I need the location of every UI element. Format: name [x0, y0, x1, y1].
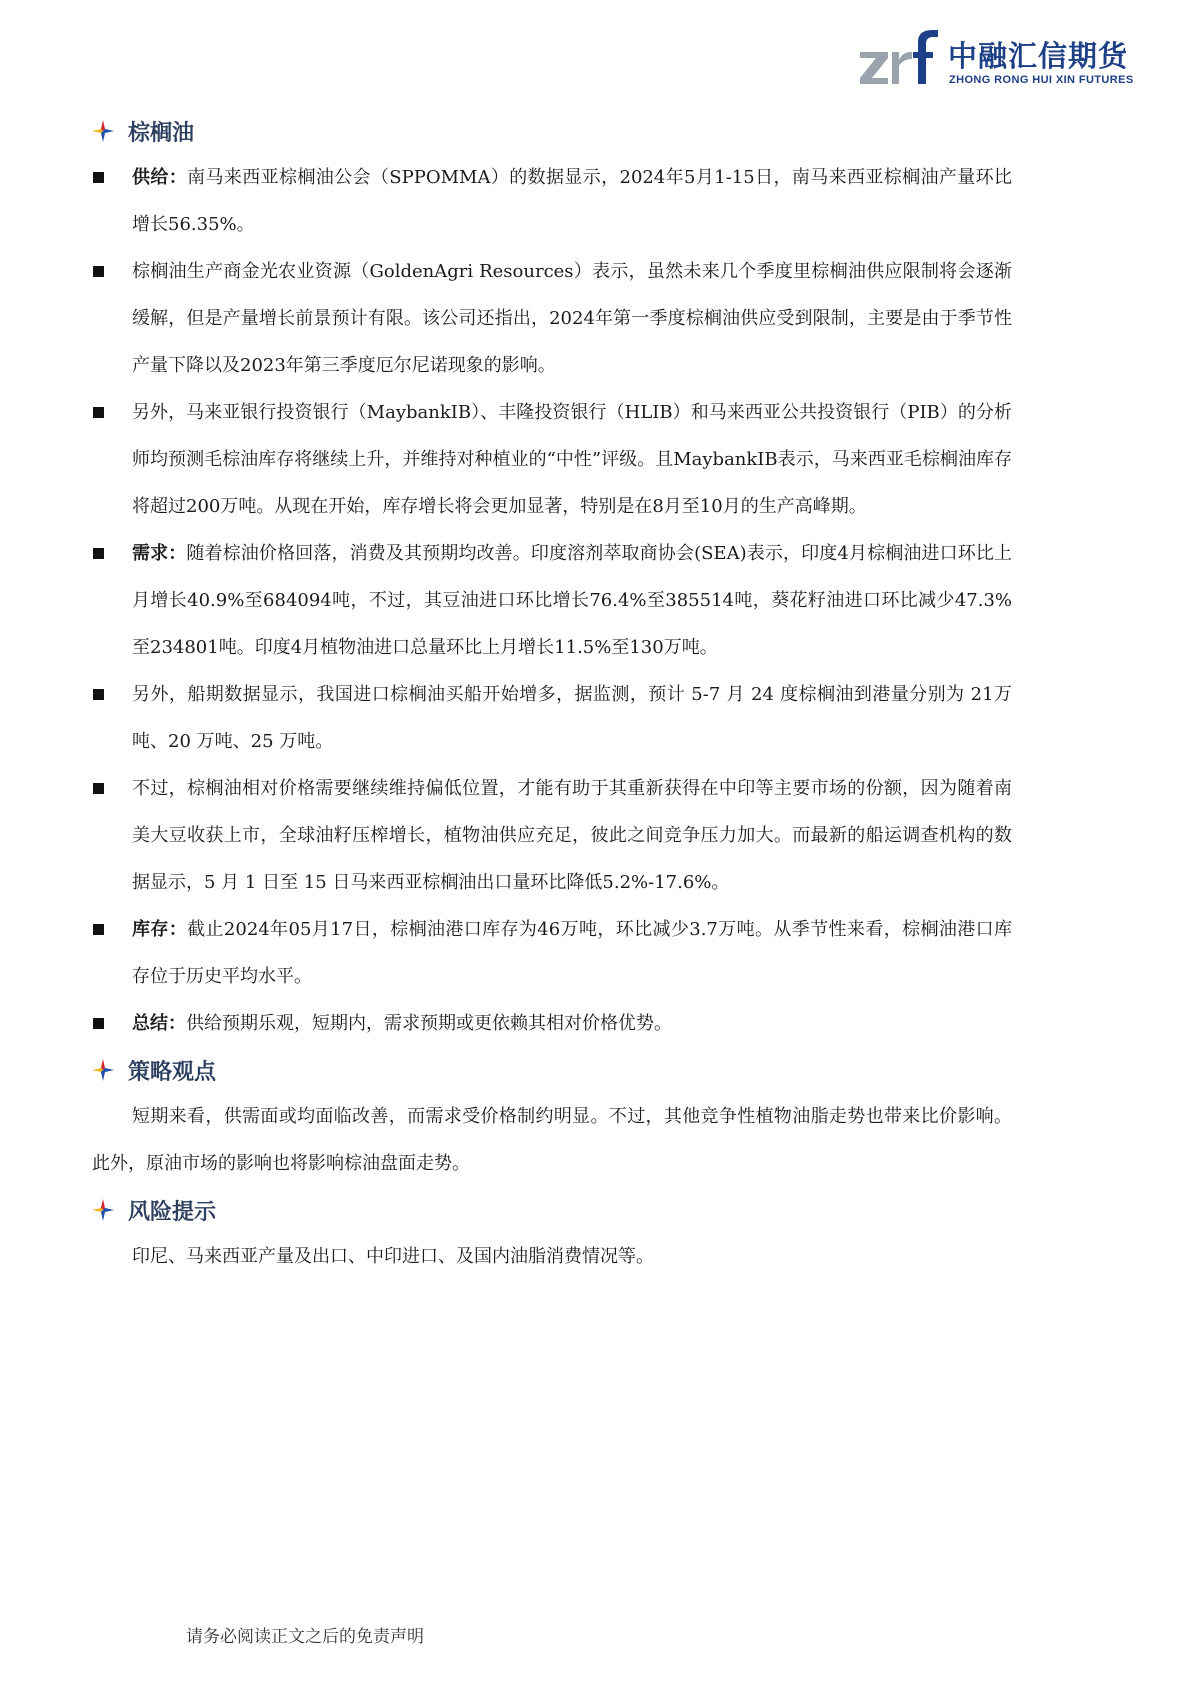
bullet-bank-forecast	[92, 389, 1012, 530]
logo-chinese-name: 中融汇信期货	[948, 39, 1129, 73]
bullet-label: 库存：	[132, 919, 188, 940]
risk-paragraph: 印尼、马来西亚产量及出口、中印进口、及国内油脂消费情况等。	[132, 1246, 654, 1267]
bullet-text	[132, 1000, 1012, 1047]
bullet-text	[132, 530, 1012, 671]
section-title-risk	[92, 1187, 1012, 1233]
bullet-text	[132, 765, 1012, 906]
bullet-body: 另外，船期数据显示，我国进口棕榈油买船开始增多，据监测，预计 5-7 月 24 度棕榈油到港量分别为 21万吨、20 万吨、25 万吨。	[132, 684, 1012, 752]
bullet-demand	[92, 530, 1012, 671]
bullet-relative-price	[92, 765, 1012, 906]
section-title-palm-oil	[92, 108, 1012, 154]
bullet-summary	[92, 1000, 1012, 1047]
bullet-label: 需求：	[132, 543, 187, 564]
bullet-body: 另外，马来亚银行投资银行（MaybankIB）、丰隆投资银行（HLIB）和马来西亚公共投资银行（PIB）的分析师均预测毛棕油库存将继续上升，并维持对种植业的“中性”评级。且MaybankIB表示，马来西亚毛棕榈油库存将超过200万吨。从现在开始，库存增长将会更加显著，特别是在8月至10月的生产高峰期。	[132, 402, 1012, 517]
bullet-label: 总结：	[132, 1013, 186, 1034]
bullet-text	[132, 389, 1012, 530]
four-point-star-icon	[92, 120, 114, 142]
bullet-body: 南马来西亚棕榈油公会（SPPOMMA）的数据显示，2024年5月1-15日，南马来西亚棕榈油产量环比增长56.35%。	[132, 167, 1012, 235]
square-bullet-icon	[92, 530, 132, 671]
section-title-text: 风险提示	[128, 1199, 217, 1225]
square-bullet-icon	[92, 154, 132, 248]
section-title-text: 策略观点	[128, 1059, 217, 1085]
strategy-paragraph: 短期来看，供需面或均面临改善，而需求受价格制约明显。不过，其他竞争性植物油脂走势也带来比价影响。此外，原油市场的影响也将影响棕油盘面走势。	[92, 1106, 1012, 1174]
bullet-body: 供给预期乐观，短期内，需求预期或更依赖其相对价格优势。	[186, 1013, 672, 1034]
bullet-body: 不过，棕榈油相对价格需要继续维持偏低位置，才能有助于其重新获得在中印等主要市场的份额，因为随着南美大豆收获上市，全球油籽压榨增长，植物油供应充足，彼此之间竞争压力加大。而最新的船运调查机构的数据显示，5 月 1 日至 15 日马来西亚棕榈油出口量环比降低5.2%-17.6%。	[132, 778, 1012, 893]
bullet-supply	[92, 154, 1012, 248]
footer-disclaimer: 请务必阅读正文之后的免责声明	[186, 1627, 424, 1647]
square-bullet-icon	[92, 671, 132, 765]
bullet-text	[132, 248, 1012, 389]
bullet-golden-agri	[92, 248, 1012, 389]
zrf-logo-mark	[858, 28, 942, 90]
company-logo	[858, 28, 1134, 90]
bullet-text	[132, 154, 1012, 248]
four-point-star-icon	[92, 1059, 114, 1081]
bullet-body: 截止2024年05月17日，棕榈油港口库存为46万吨，环比减少3.7万吨。从季节性来看，棕榈油港口库存位于历史平均水平。	[132, 919, 1012, 987]
section-title-strategy	[92, 1047, 1012, 1093]
square-bullet-icon	[92, 389, 132, 530]
square-bullet-icon	[92, 906, 132, 1000]
bullet-text	[132, 671, 1012, 765]
four-point-star-icon	[92, 1199, 114, 1221]
square-bullet-icon	[92, 765, 132, 906]
bullet-shipping	[92, 671, 1012, 765]
square-bullet-icon	[92, 248, 132, 389]
bullet-text	[132, 906, 1012, 1000]
document-body	[92, 108, 1012, 1280]
square-bullet-icon	[92, 1000, 132, 1047]
bullet-inventory	[92, 906, 1012, 1000]
bullet-label: 供给：	[132, 167, 188, 188]
section-title-text: 棕榈油	[128, 120, 195, 146]
logo-english-name: ZHONG RONG HUI XIN FUTURES	[949, 74, 1134, 86]
bullet-body: 随着棕油价格回落，消费及其预期均改善。印度溶剂萃取商协会(SEA)表示，印度4月棕榈油进口环比上月增长40.9%至684094吨，不过，其豆油进口环比增长76.4%至385514吨，葵花籽油进口环比减少47.3%至234801吨。印度4月植物油进口总量环比上月增长11.5%至130万吨。	[132, 543, 1013, 658]
bullet-body: 棕榈油生产商金光农业资源（GoldenAgri Resources）表示，虽然未来几个季度里棕榈油供应限制将会逐渐缓解，但是产量增长前景预计有限。该公司还指出，2024年第一季度棕榈油供应受到限制，主要是由于季节性产量下降以及2023年第三季度厄尔尼诺现象的影响。	[132, 261, 1012, 376]
